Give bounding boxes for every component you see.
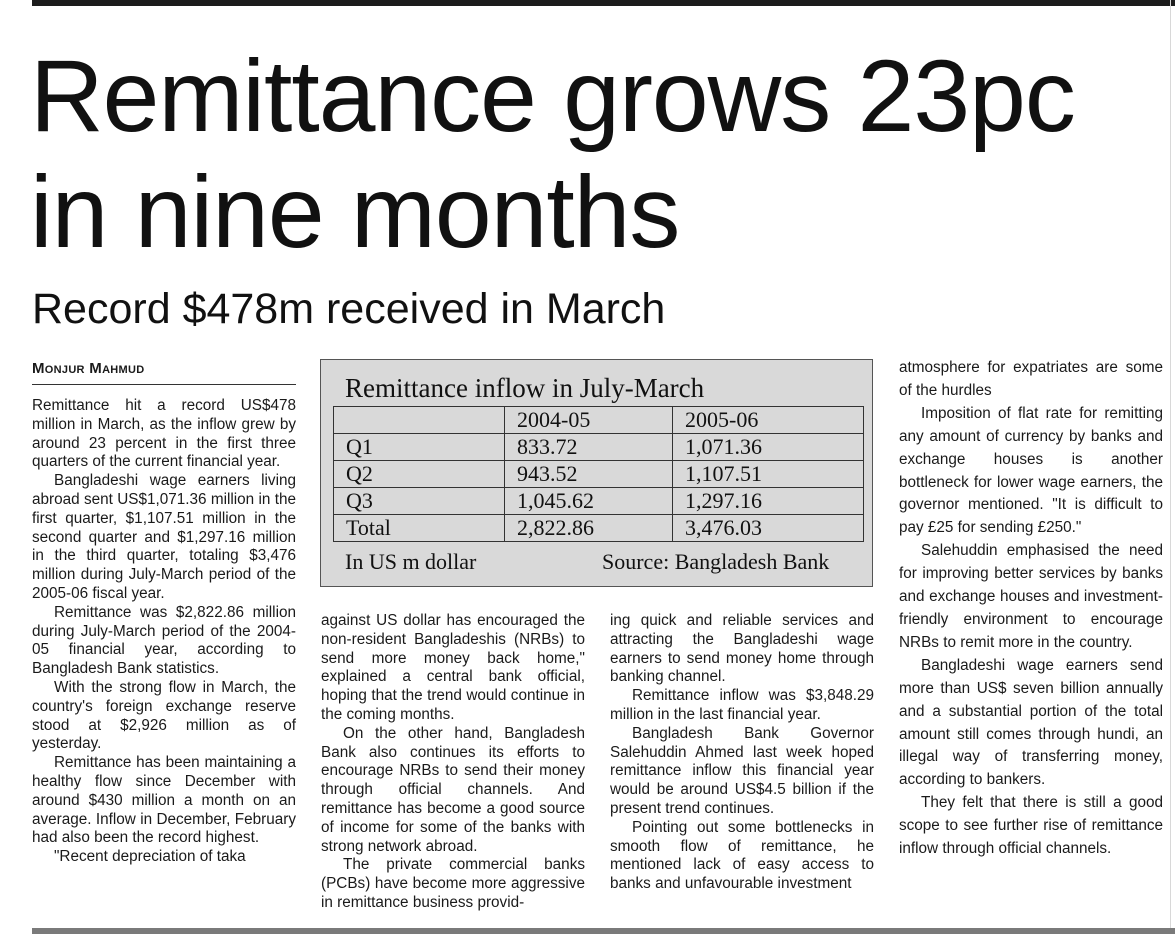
table-cell: Q3	[334, 488, 505, 515]
paragraph: atmosphere for expatriates are some of the hurdles	[899, 359, 1163, 399]
paragraph: Salehuddin emphasised the need for improving better services by banks and exchange houses and investment-friendly environment to encourage NRBs to remit more in the country.	[899, 542, 1163, 651]
table-cell: 1,045.62	[505, 488, 673, 515]
paragraph: Remittance hit a record US$478 million in March, as the inflow grew by around 23 percent in the first three quarters of the current financial year.	[32, 397, 296, 471]
page-edge	[1170, 0, 1171, 934]
paragraph: They felt that there is still a good scope to see further rise of remittance inflow through official channels.	[899, 794, 1163, 858]
paragraph: Remittance was $2,822.86 million during July-March period of the 2004-05 financial year, according to Bangladesh Bank statistics.	[32, 603, 296, 678]
paragraph: ing quick and reliable services and attracting the Bangladeshi wage earners to send money home through banking channel.	[610, 612, 874, 686]
paragraph: The private commercial banks (PCBs) have become more aggressive in remittance business provid-	[321, 856, 585, 911]
paragraph: Remittance inflow was $3,848.29 million in the last financial year.	[610, 687, 874, 723]
remittance-table-box	[320, 359, 873, 587]
table-cell: Total	[334, 515, 505, 542]
table-cell: 1,107.51	[673, 461, 864, 488]
table-header-cell: 2005-06	[673, 407, 864, 434]
paragraph: Bangladesh Bank Governor Salehuddin Ahmed last week hoped remittance inflow this financial year would be around US$4.5 billion if the present trend continues.	[610, 724, 874, 817]
remittance-table	[333, 406, 864, 542]
paragraph: Imposition of flat rate for remitting any amount of currency by banks and exchange houses is another bottleneck for lower wage earners, the governor mentioned. "It is difficult to pay £25 for sending £250."	[899, 404, 1163, 537]
paragraph: "Recent depreciation of taka	[54, 848, 246, 866]
table-unit: In US m dollar	[345, 549, 477, 574]
table-row	[334, 461, 864, 488]
table-cell: Q2	[334, 461, 505, 488]
paragraph: Pointing out some bottlenecks in smooth flow of remittance, he mentioned lack of easy access to banks and unfavourable investment	[610, 818, 874, 893]
table-header-row	[334, 407, 864, 434]
headline-line-2: in nine months	[30, 155, 680, 269]
table-row	[334, 515, 864, 542]
byline: Monjur Mahmud	[32, 360, 296, 385]
top-rule	[32, 0, 1175, 6]
paragraph: Bangladeshi wage earners send more than US$ seven billion annually and a substantial portion of the total amount still comes through hundi, an illegal way of transferring money, according to bankers.	[899, 656, 1163, 789]
table-cell: 833.72	[505, 434, 673, 461]
table-title: Remittance inflow in July-March	[345, 373, 705, 403]
headline	[30, 38, 1170, 270]
article-column-4	[899, 357, 1163, 861]
article-column-2	[321, 612, 585, 913]
paragraph: With the strong flow in March, the country's foreign exchange reserve stood at $2,926 million as of yesterday.	[32, 678, 296, 753]
table-source: Source: Bangladesh Bank	[602, 549, 830, 574]
table-cell: 943.52	[505, 461, 673, 488]
paragraph: Bangladeshi wage earners living abroad sent US$1,071.36 million in the first quarter, $1,107.51 million in the second quarter and $1,297.16 million in the third quarter, totaling $3,476 million during July-March period of the 2005-06 fiscal year.	[32, 472, 296, 602]
subheadline: Record $478m received in March	[32, 285, 666, 333]
paragraph: against US dollar has encouraged the non-resident Bangladeshis (NRBs) to send more money back home," explained a central bank official, hoping that the trend would continue in the coming months.	[321, 612, 585, 723]
table-cell: 3,476.03	[673, 515, 864, 542]
article-column-3	[610, 612, 874, 894]
table-cell: 1,297.16	[673, 488, 864, 515]
paragraph: On the other hand, Bangladesh Bank also continues its efforts to encourage NRBs to send their money through official channels. And remittance has become a good source of income for some of the banks with strong network abroad.	[321, 724, 585, 855]
table-cell: 1,071.36	[673, 434, 864, 461]
bottom-rule	[32, 928, 1175, 934]
table-header-cell: 2004-05	[505, 407, 673, 434]
table-row	[334, 434, 864, 461]
table-cell: 2,822.86	[505, 515, 673, 542]
table-cell: Q1	[334, 434, 505, 461]
paragraph: Remittance has been maintaining a healthy flow since December with around $430 million a month on an average. Inflow in December, February had also been the record highest.	[32, 754, 296, 847]
article-column-1	[32, 397, 296, 867]
table-header-cell	[334, 407, 505, 434]
table-row	[334, 488, 864, 515]
headline-line-1: Remittance grows 23pc	[30, 39, 1075, 153]
